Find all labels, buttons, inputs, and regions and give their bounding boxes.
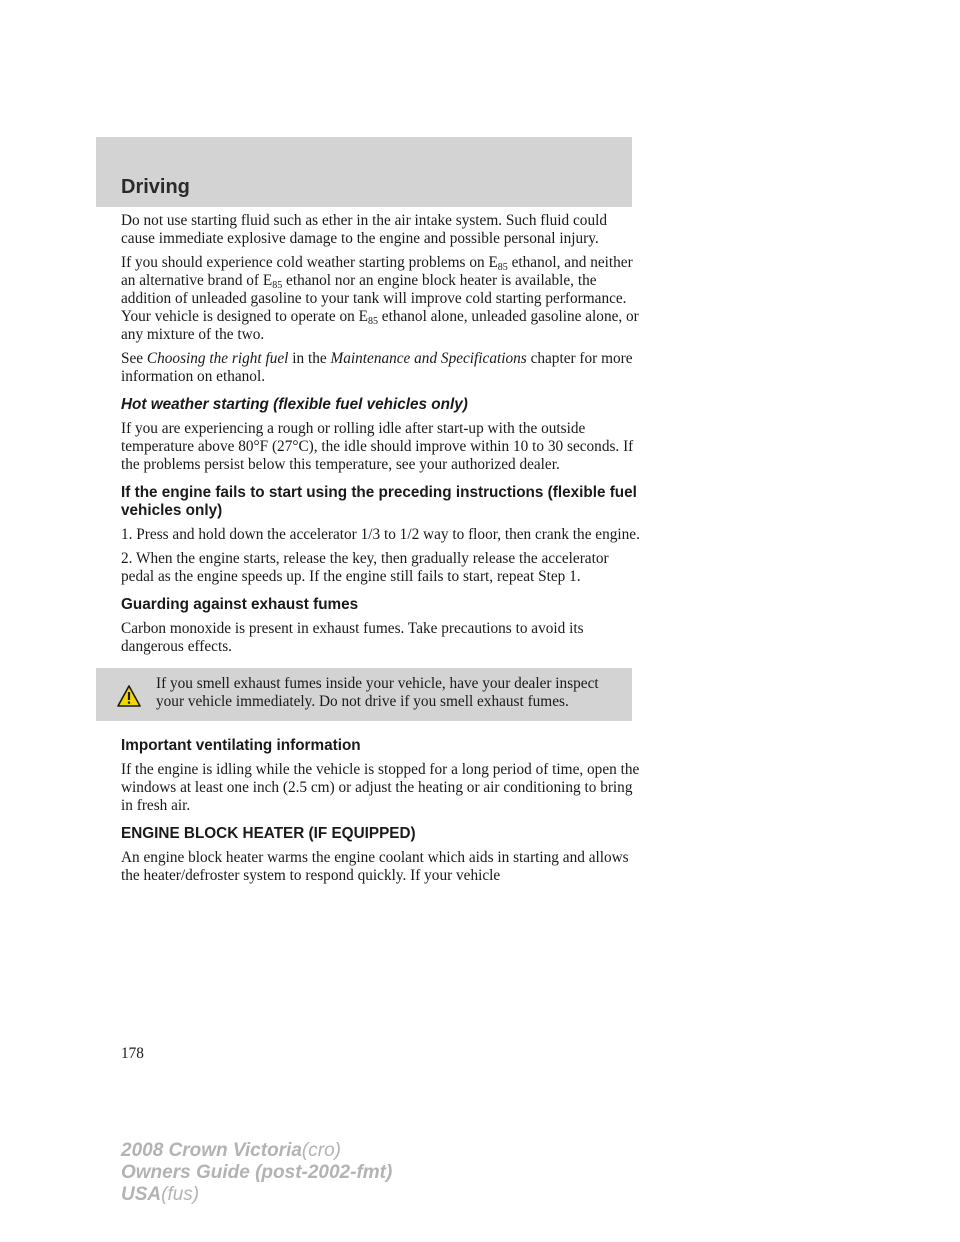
reference-maintenance-chapter: Maintenance and Specifications [330, 350, 527, 367]
page-number: 178 [121, 1045, 144, 1062]
warning-triangle-icon [117, 685, 141, 707]
warning-text: If you smell exhaust fumes inside your vehicle, have your dealer inspect your vehicle immediately. Do not drive if you smell exhaust fumes. [156, 675, 599, 710]
footer-line-3: USA(fus) [121, 1184, 200, 1205]
step-2: 2. When the engine starts, release the key, then gradually release the accelerator pedal as the engine speeds up. If the engine still fails to start, repeat Step 1. [121, 550, 609, 585]
document-footer [121, 1140, 392, 1206]
reference-choosing-fuel: Choosing the right fuel [146, 350, 289, 367]
footer-line-1: 2008 Crown Victoria(cro) [121, 1140, 341, 1161]
footer-line-2: Owners Guide (post-2002-fmt) [121, 1162, 393, 1183]
heading-exhaust-fumes: Guarding against exhaust fumes [121, 596, 359, 613]
heading-hot-weather: Hot weather starting (flexible fuel vehicles only) [121, 396, 468, 413]
paragraph-see-reference: See Choosing the right fuel in the Maintenance and Specifications chapter for more information on ethanol. [121, 350, 633, 385]
section-title: Driving [121, 176, 190, 198]
paragraph-engine-block-heater: An engine block heater warms the engine coolant which aids in starting and allows the heater/defroster system to respond quickly. If your vehicle [121, 849, 629, 884]
paragraph-exhaust: Carbon monoxide is present in exhaust fumes. Take precautions to avoid its dangerous effects. [121, 620, 584, 655]
paragraph-starting-fluid: Do not use starting fluid such as ether in the air intake system. Such fluid could cause immediate explosive damage to the engine and possible personal injury. [121, 212, 608, 247]
paragraph-cold-weather: If you should experience cold weather starting problems on $E_{85}$ ethanol, and neither an alternative brand of $E_{85}$ ethanol nor an engine block heater is available, the addition of unleaded gasoline to your tank will improve cold starting performance. Your vehicle is designed to operate on $E_{85}$ ethanol alone, unleaded gasoline alone, or any mixture of the two. [121, 254, 639, 343]
heading-ventilating: Important ventilating information [121, 737, 361, 754]
paragraph-ventilating: If the engine is idling while the vehicle is stopped for a long period of time, open the windows at least one inch (2.5 cm) or adjust the heating or air conditioning to bring in fresh air. [121, 761, 640, 814]
step-1: 1. Press and hold down the accelerator 1/3 to 1/2 way to floor, then crank the engine. [121, 526, 640, 543]
warning-box [96, 668, 632, 721]
heading-engine-fails: If the engine fails to start using the preceding instructions (flexible fuel vehicles only) [121, 484, 637, 519]
paragraph-hot-weather: If you are experiencing a rough or rolling idle after start-up with the outside temperature above 80°F (27°C), the idle should improve within 10 to 30 seconds. If the problems persist below this temperature, see your authorized dealer. [121, 420, 634, 473]
heading-engine-block-heater: ENGINE BLOCK HEATER (IF EQUIPPED) [121, 825, 416, 842]
page-content [121, 212, 641, 891]
